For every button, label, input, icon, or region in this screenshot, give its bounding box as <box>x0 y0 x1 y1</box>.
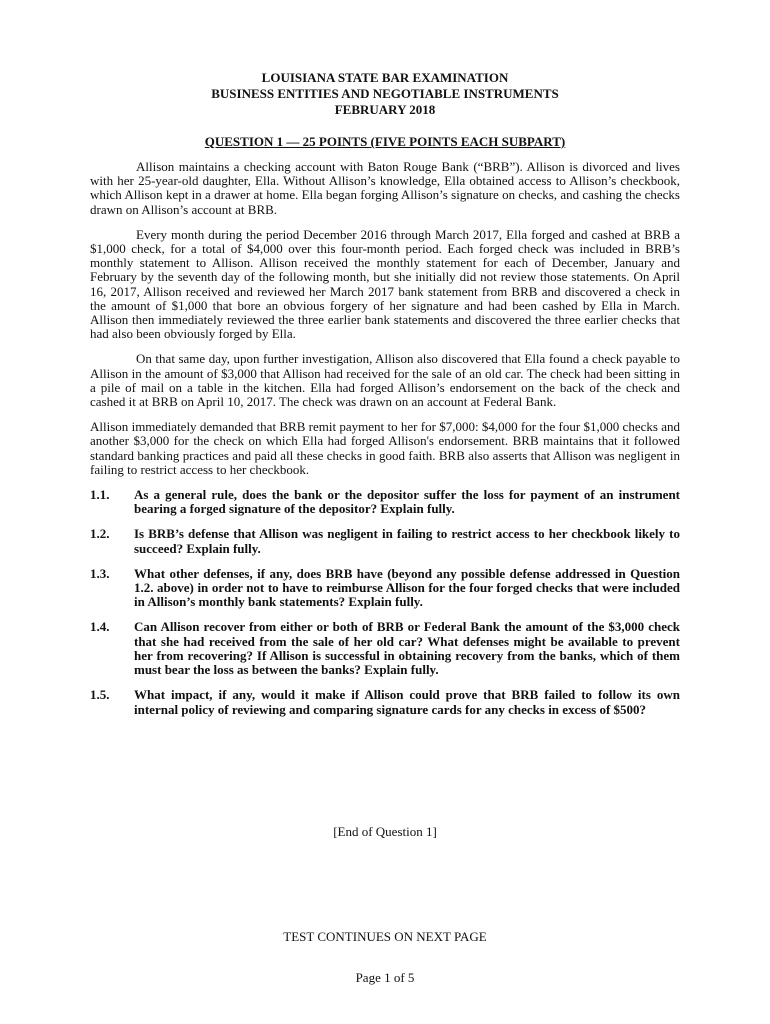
header-subject: BUSINESS ENTITIES AND NEGOTIABLE INSTRUMENTS <box>211 86 559 101</box>
subpart-text: As a general rule, does the bank or the depositor suffer the loss for payment of an instrument bearing a forged signature of the depositor? Explain fully. <box>134 487 680 517</box>
subpart-1-4 <box>90 620 680 677</box>
subpart-number: 1.4. <box>90 619 110 635</box>
subpart-1-1 <box>90 488 680 516</box>
subpart-1-2 <box>90 527 680 555</box>
header-title: LOUISIANA STATE BAR EXAMINATION <box>261 70 509 85</box>
header-date: FEBRUARY 2018 <box>334 102 436 117</box>
end-of-question: [End of Question 1] <box>333 824 437 839</box>
subpart-text: What impact, if any, would it make if Allison could prove that BRB failed to follow its own internal policy of reviewing and comparing signature cards for any checks in excess of $500? <box>134 687 680 717</box>
fact-paragraph-3: On that same day, upon further investigation, Allison also discovered that Ella found a check payable to Allison in the amount of $3,000 that Allison had received for the sale of an old car. The check had been sitting in a pile of mail on a table in the kitchen. Ella had forged Allison’s endorsement on the back of the check and cashed it at BRB on April 10, 2017. The check was drawn on an account at Federal Bank. <box>90 351 680 410</box>
page-number: Page 1 of 5 <box>355 970 415 985</box>
subpart-1-5 <box>90 688 680 716</box>
subpart-text: Is BRB’s defense that Allison was negligent in failing to restrict access to her checkbook likely to succeed? Explain fully. <box>134 526 680 556</box>
fact-paragraph-1: Allison maintains a checking account with Baton Rouge Bank (“BRB”). Allison is divorced and lives with her 25-year-old daughter, Ella. Without Allison’s knowledge, Ella obtained access to Allison’s checkbook, which Allison kept in a drawer at home. Ella began forging Allison’s signature on checks, and cashing the checks drawn on Allison’s account at BRB. <box>90 159 680 217</box>
subpart-1-3 <box>90 567 680 610</box>
subpart-number: 1.5. <box>90 687 110 703</box>
subpart-number: 1.1. <box>90 487 110 503</box>
subpart-text: Can Allison recover from either or both of BRB or Federal Bank the amount of the $3,000 check that she had received from the sale of her old car? What defenses might be available to prevent her from recovering? If Allison is successful in obtaining recovery from the banks, which of them must bear the loss as between the banks? Explain fully. <box>134 619 680 678</box>
continues-notice: TEST CONTINUES ON NEXT PAGE <box>283 929 487 944</box>
subpart-text: What other defenses, if any, does BRB have (beyond any possible defense addressed in Question 1.2. above) in order not to have to reimburse Allison for the four forged checks that were included in Allison’s monthly bank statements? Explain fully. <box>134 565 680 610</box>
fact-paragraph-4: Allison immediately demanded that BRB remit payment to her for $7,000: $4,000 for the four $1,000 checks and another $3,000 for the check on which Ella had forged Allison's endorsement. BRB maintains that it followed standard banking practices and paid all these checks in good faith. BRB also asserts that Allison was negligent in failing to restrict access to her checkbook. <box>90 419 680 477</box>
subpart-number: 1.2. <box>90 526 110 542</box>
exam-header <box>90 70 680 118</box>
document-page <box>90 70 680 717</box>
question-title: QUESTION 1 — 25 POINTS (FIVE POINTS EACH SUBPART) <box>204 134 566 149</box>
fact-paragraph-2: Every month during the period December 2016 through March 2017, Ella forged and cashed at BRB a $1,000 check, for a total of $4,000 over this four-month period. Each forged check was included in BRB’s monthly statement to Allison. Allison received the monthly statement for each of December, January and February by the seventh day of the following month, but she initially did not review those statements. On April 16, 2017, Allison received and reviewed her March 2017 bank statement from BRB and discovered a check in the amount of $1,000 that bore an obvious forgery of her signature and had been cashed by Ella in March. Allison then immediately reviewed the three earlier bank statements and discovered the three earlier checks that had also been obviously forged by Ella. <box>90 226 680 342</box>
subpart-number: 1.3. <box>90 565 110 581</box>
